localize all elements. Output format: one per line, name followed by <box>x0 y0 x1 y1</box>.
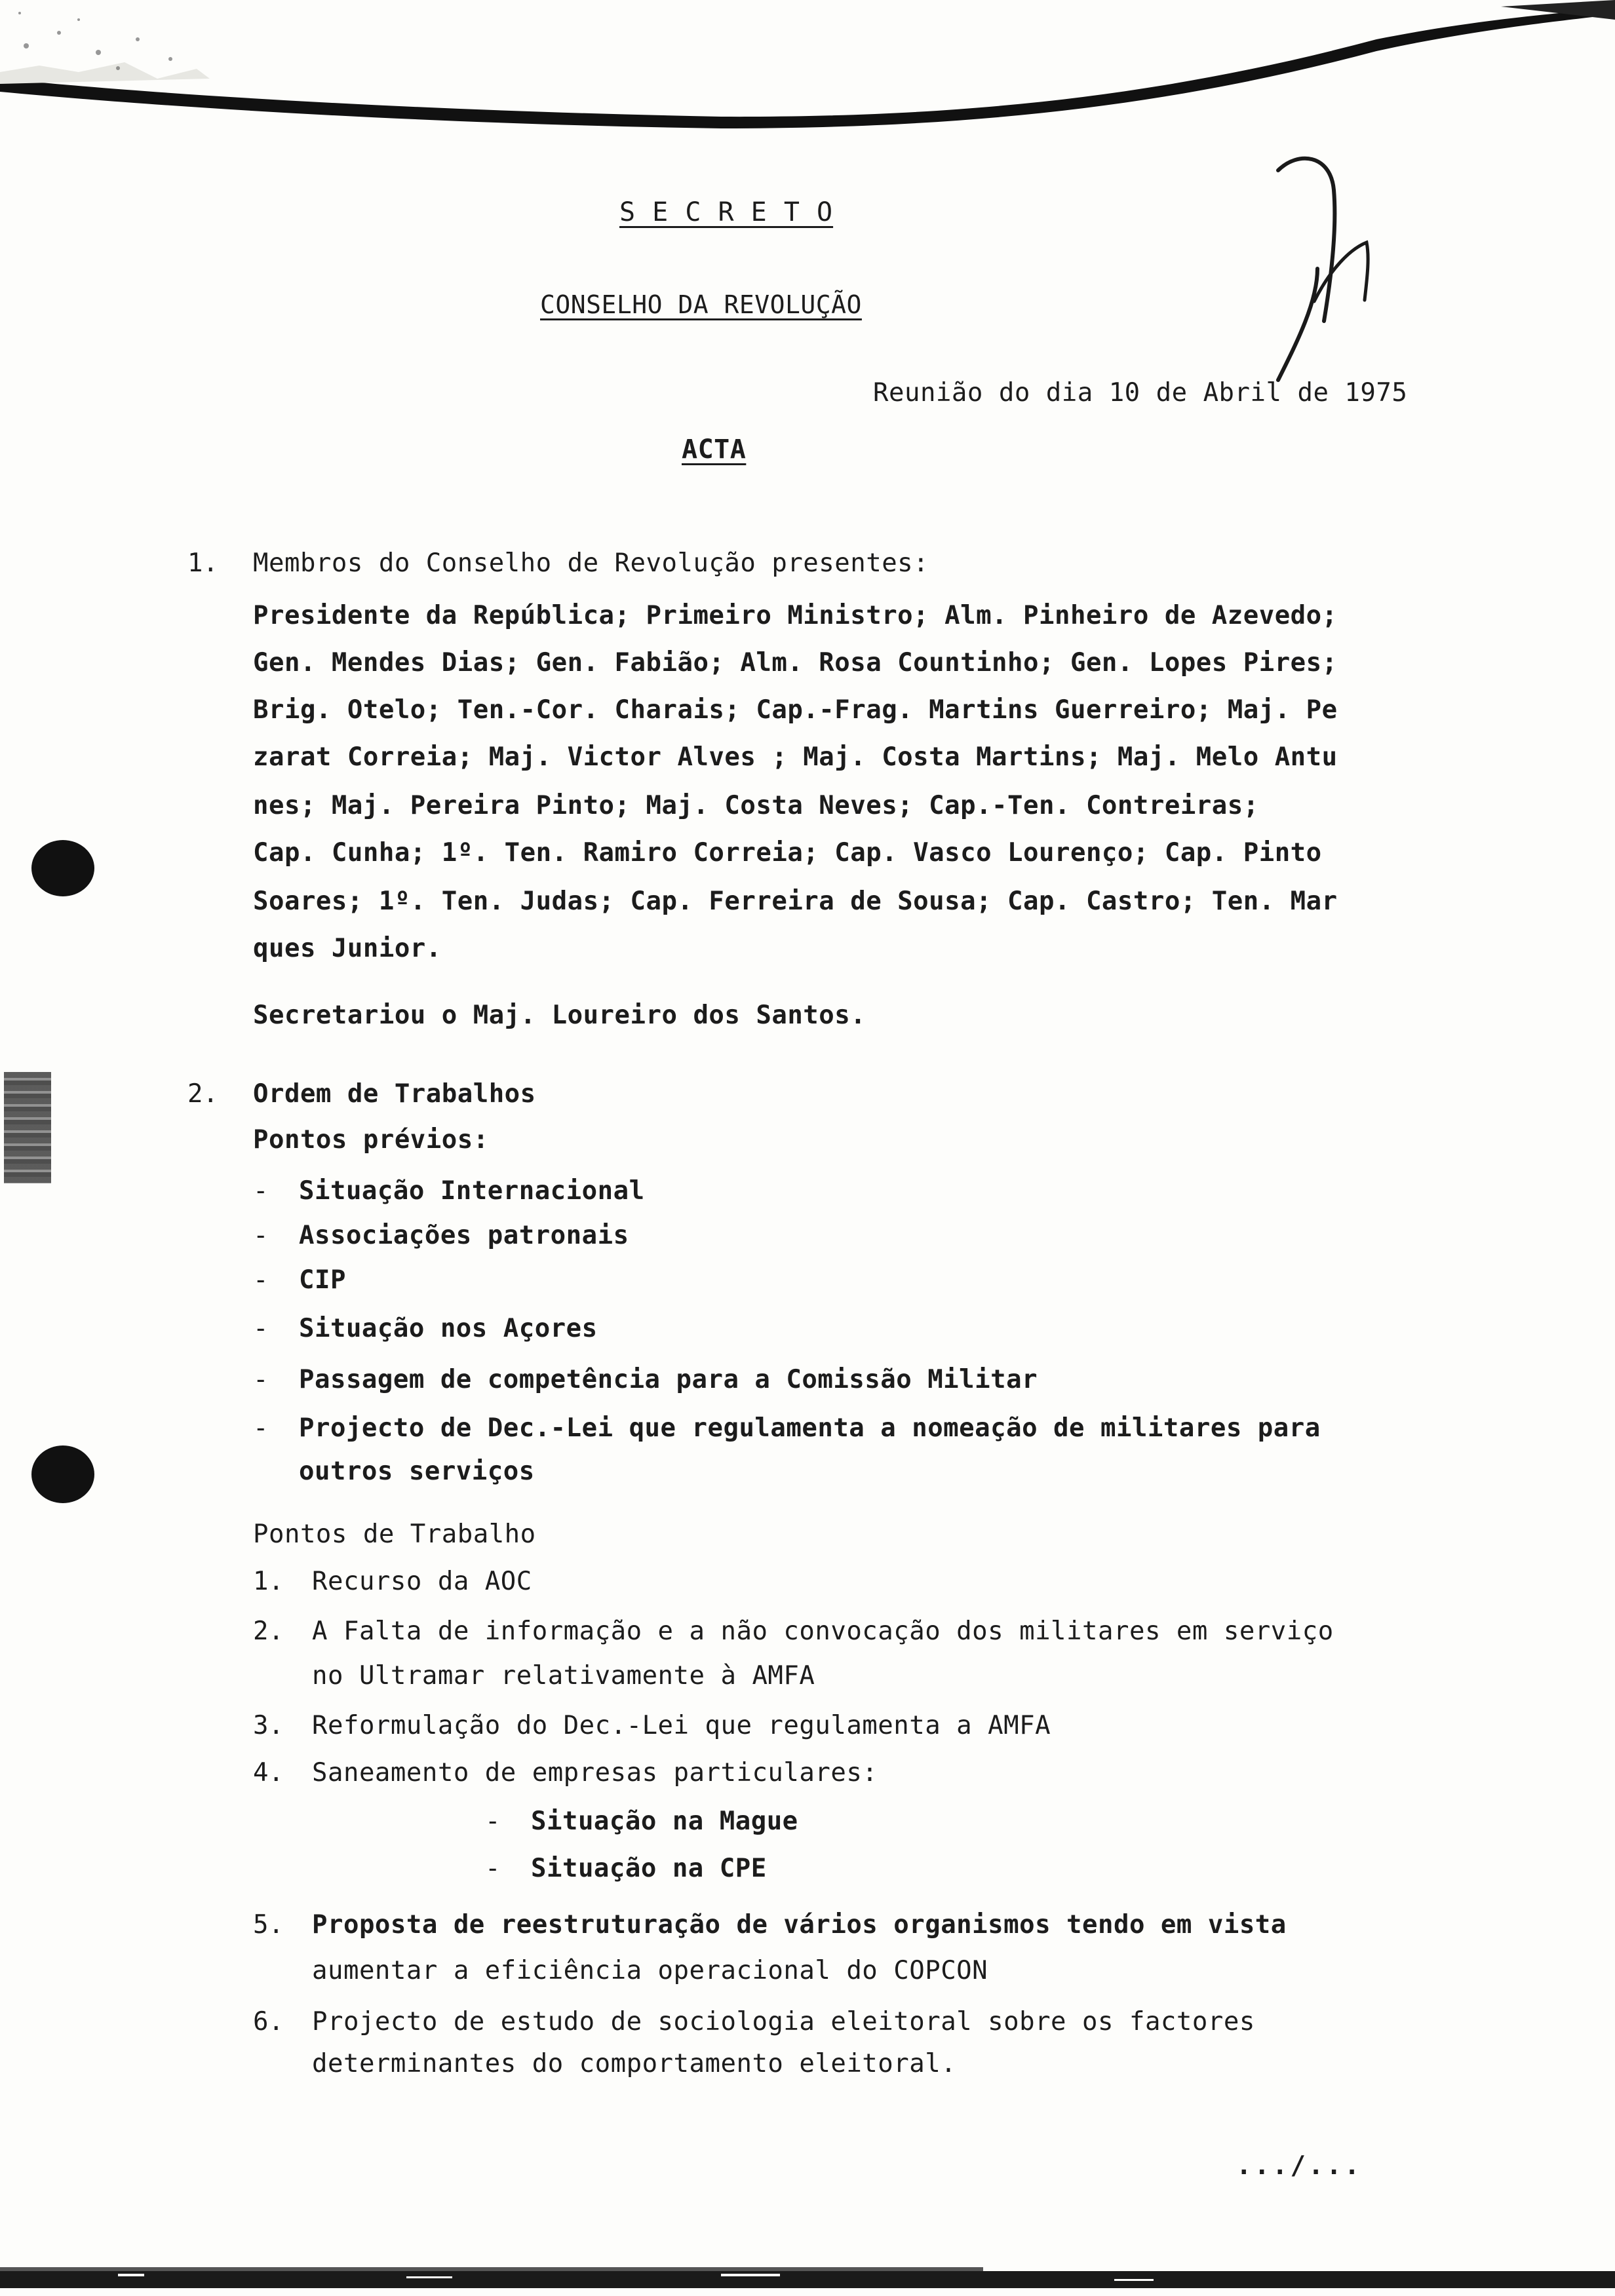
members-line-7: Soares; 1º. Ten. Judas; Cap. Ferreira de Sousa; Cap. Castro; Ten. Mar <box>253 887 1338 916</box>
sub-point-mague: Situação na Mague <box>531 1807 798 1836</box>
work-points-heading: Pontos de Trabalho <box>253 1520 536 1549</box>
work-point-5-line-2: aumentar a eficiência operacional do COPCON <box>312 1956 988 1985</box>
acta-title: ACTA <box>682 434 747 465</box>
members-line-1: Presidente da República; Primeiro Ministro; Alm. Pinheiro de Azevedo; <box>253 601 1338 630</box>
secretary-line: Secretariou o Maj. Loureiro dos Santos. <box>253 1001 866 1030</box>
prior-point-3: CIP <box>299 1265 346 1295</box>
bullet-dash: - <box>253 1413 269 1443</box>
binder-hole-upper <box>31 840 94 896</box>
section-1-number: 1. <box>187 548 218 578</box>
scan-bottom-edge <box>0 2254 1615 2296</box>
bullet-dash: - <box>253 1176 269 1206</box>
bullet-dash: - <box>253 1365 269 1394</box>
work-point-6-number: 6. <box>253 2007 284 2037</box>
meeting-date: Reunião do dia 10 de Abril de 1975 <box>873 378 1408 408</box>
classification-title: S E C R E T O <box>619 197 834 227</box>
work-point-5-number: 5. <box>253 1910 284 1940</box>
work-point-2-line-1: A Falta de informação e a não convocação dos militares em serviço <box>312 1617 1334 1646</box>
section-1-heading: Membros do Conselho de Revolução presentes: <box>253 548 929 578</box>
prior-point-4: Situação nos Açores <box>299 1314 598 1343</box>
work-point-2-line-2: no Ultramar relativamente à AMFA <box>312 1661 815 1691</box>
bullet-dash: - <box>485 1854 501 1883</box>
members-line-4: zarat Correia; Maj. Victor Alves ; Maj. Costa Martins; Maj. Melo Antu <box>253 742 1338 772</box>
prior-point-6-line-1: Projecto de Dec.-Lei que regulamenta a nomeação de militares para <box>299 1413 1321 1443</box>
work-point-6-line-2: determinantes do comportamento eleitoral. <box>312 2049 957 2078</box>
bullet-dash: - <box>253 1314 269 1343</box>
work-point-5-line-1: Proposta de reestruturação de vários organismos tendo em vista <box>312 1910 1287 1940</box>
handwritten-initial-mark <box>1219 151 1416 400</box>
sub-point-cpe: Situação na CPE <box>531 1854 767 1883</box>
work-point-3: Reformulação do Dec.-Lei que regulamenta a AMFA <box>312 1711 1051 1740</box>
work-point-1: Recurso da AOC <box>312 1567 532 1596</box>
members-line-6: Cap. Cunha; 1º. Ten. Ramiro Correia; Cap. Vasco Lourenço; Cap. Pinto <box>253 838 1322 868</box>
prior-points-heading: Pontos prévios: <box>253 1125 489 1155</box>
section-2-heading: Ordem de Trabalhos <box>253 1079 536 1109</box>
section-2-number: 2. <box>187 1079 218 1109</box>
prior-point-5: Passagem de competência para a Comissão Militar <box>299 1365 1038 1394</box>
prior-point-2: Associações patronais <box>299 1221 629 1250</box>
work-point-4-number: 4. <box>253 1758 284 1788</box>
work-point-1-number: 1. <box>253 1567 284 1596</box>
members-line-3: Brig. Otelo; Ten.-Cor. Charais; Cap.-Frag. Martins Guerreiro; Maj. Pe <box>253 695 1338 725</box>
page-continuation: .../... <box>1236 2151 1363 2181</box>
work-point-6-line-1: Projecto de estudo de sociologia eleitoral sobre os factores <box>312 2007 1255 2037</box>
prior-point-1: Situação Internacional <box>299 1176 645 1206</box>
members-line-8: ques Junior. <box>253 934 442 963</box>
scan-top-edge <box>0 0 1615 131</box>
work-point-3-number: 3. <box>253 1711 284 1740</box>
prior-point-6-line-2: outros serviços <box>299 1457 535 1486</box>
work-point-4: Saneamento de empresas particulares: <box>312 1758 878 1788</box>
binder-hole-lower <box>31 1445 94 1503</box>
members-line-2: Gen. Mendes Dias; Gen. Fabião; Alm. Rosa Countinho; Gen. Lopes Pires; <box>253 648 1338 678</box>
bullet-dash: - <box>485 1807 501 1836</box>
bullet-dash: - <box>253 1221 269 1250</box>
scan-smudge <box>4 1072 51 1183</box>
work-point-2-number: 2. <box>253 1617 284 1646</box>
bullet-dash: - <box>253 1265 269 1295</box>
council-heading: CONSELHO DA REVOLUÇÃO <box>540 290 862 319</box>
members-line-5: nes; Maj. Pereira Pinto; Maj. Costa Neves; Cap.-Ten. Contreiras; <box>253 791 1259 820</box>
